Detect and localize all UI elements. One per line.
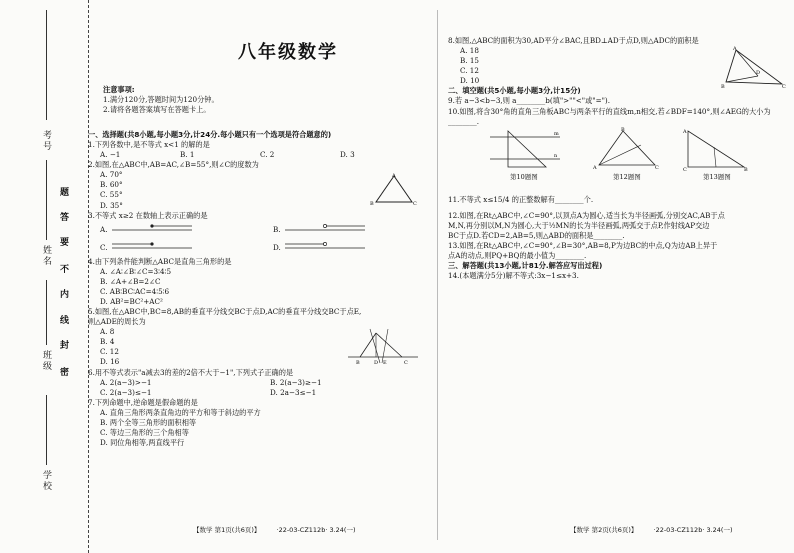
option: A. ∠A∶∠B∶∠C=3∶4∶5 [100, 266, 172, 276]
option: A. 8 [100, 327, 115, 337]
page-one [88, 0, 438, 553]
footer-code: ·22-03-CZ112b· 3.24(一) [653, 526, 733, 534]
svg-text:A: A [733, 46, 737, 52]
svg-text:n: n [554, 152, 558, 159]
page-divider [437, 10, 438, 540]
option: D. 3 [340, 150, 355, 160]
question-5 [88, 307, 438, 367]
section-heading: 二、填空题(共5小题,每小题3分,计15分) [448, 86, 581, 96]
svg-text:B: B [721, 84, 725, 90]
seal-char: 要 [60, 238, 70, 248]
svg-text:C: C [683, 166, 687, 171]
option: C. 12 [100, 347, 119, 357]
name-line [46, 160, 47, 240]
question-9: 9.若 a−3<b−3,则 a________b(填">""<"或"="). [448, 96, 610, 106]
option: A. 70° [100, 170, 123, 180]
figure-caption: 第12题图 [613, 172, 641, 181]
option: D. 16 [100, 357, 120, 367]
question-13: 13.如图,在Rt△ABC中,∠C=90°,∠B=30°,AB=8,P为边BC的中点,Q为边AB上异于 [448, 241, 718, 251]
svg-text:C: C [413, 201, 417, 208]
section-heading: 三、解答题(共13小题,计81分.解答应写出过程) [448, 261, 603, 271]
number-line-b [283, 221, 368, 237]
question-11: 11.不等式 x≤15/4 的正整数解有________个. [448, 194, 594, 204]
svg-text:B: B [744, 166, 748, 171]
page-footer-right [570, 526, 733, 535]
binding-margin [0, 0, 89, 553]
option: A. 18 [460, 46, 479, 56]
note-item: 1.满分120分,答题时间为120分钟。 [103, 95, 219, 105]
svg-text:A: A [593, 164, 597, 171]
svg-text:E: E [383, 360, 387, 367]
option: C. 2 [260, 150, 275, 160]
option: A. −1 [100, 150, 121, 160]
figure-row [448, 127, 788, 185]
svg-text:B: B [621, 126, 625, 133]
class-label: 班级 [41, 350, 51, 372]
school-label: 学校 [41, 470, 51, 492]
svg-text:A: A [392, 173, 396, 180]
figure-10 [488, 127, 563, 171]
angle-bisector-figure [718, 44, 788, 90]
question-stem: 7.下列命题中,逆命题是假命题的是 [88, 397, 198, 407]
option: D. 10 [460, 76, 480, 86]
option: A. 2(a−3)>−1 [100, 377, 152, 387]
notes [103, 85, 453, 115]
option: C. [100, 242, 108, 252]
question-13-line: 点A的动点,则PQ+BQ的最小值为________. [448, 251, 587, 261]
option: B. 两个全等三角形的面积相等 [100, 417, 197, 427]
question-4 [88, 257, 438, 307]
svg-text:A: A [683, 128, 687, 135]
figure-caption: 第10题图 [510, 172, 538, 181]
seal-char: 不 [60, 265, 70, 275]
footer-page: 【数学 第2页(共6页)】 [570, 526, 638, 534]
notes-heading: 注意事项: [103, 85, 135, 94]
seal-char: 密 [60, 368, 70, 378]
question-stem: 2.如图,在△ABC中,AB=AC,∠B=55°,则∠C的度数为 [88, 160, 259, 170]
question-stem: 则△ADE的周长为 [88, 317, 146, 327]
number-line-a [110, 221, 195, 237]
svg-text:D: D [374, 360, 379, 367]
exam-no-line [46, 10, 47, 120]
note-item: 2.请将各题答案填写在答题卡上。 [103, 105, 211, 115]
option: C. 2(a−3)≤−1 [100, 387, 152, 397]
figure-12 [593, 127, 663, 171]
option: B. 15 [460, 56, 479, 66]
school-line [46, 395, 47, 465]
footer-page: 【数学 第1页(共6页)】 [193, 526, 261, 534]
number-line-d [283, 239, 368, 255]
triangle-figure [370, 172, 420, 208]
question-stem: 5.如图,在△ABC中,BC=8,AB的垂直平分线交BC于点D,AC的垂直平分线交BC于点E, [88, 307, 362, 317]
svg-text:m: m [554, 130, 559, 137]
name-label: 姓名 [41, 245, 51, 267]
svg-text:C: C [782, 84, 786, 90]
question-stem: 8.如图,△ABC的面积为30,AD平分∠BAC,且BD⊥AD于点D,则△ADC的面积是 [448, 36, 699, 45]
footer-code: ·22-03-CZ112b· 3.24(一) [276, 526, 356, 534]
question-3 [88, 211, 438, 257]
option: B. [273, 224, 281, 234]
question-stem: 4.由下列条件能判断△ABC是直角三角形的是 [88, 256, 232, 266]
option: D. 同位角相等,两直线平行 [100, 438, 185, 448]
perpendicular-bisector-figure [346, 327, 421, 367]
option: C. 55° [100, 190, 123, 200]
option: C. 12 [460, 66, 479, 76]
svg-text:C: C [655, 164, 659, 171]
seal-char: 答 [60, 213, 70, 223]
section-choice [88, 130, 438, 448]
section-heading: 一、选择题(共8小题,每小题3分,计24分.每小题只有一个选项是符合题意的) [88, 130, 332, 139]
question-8 [448, 36, 788, 90]
question-12-line: BC于点D.若CD=2,AB=5,则△ABD的面积是________. [448, 230, 625, 240]
option: C. AB∶BC∶AC=4∶5∶6 [100, 286, 170, 296]
option: B. 2(a−3)≥−1 [270, 377, 322, 387]
question-stem: 6.用不等式表示"a减去3的差的2倍不大于−1",下列式子正确的是 [88, 367, 294, 377]
option: C. 等边三角形的三个角相等 [100, 428, 189, 438]
exam-no-label: 考号 [41, 130, 51, 152]
question-2 [88, 160, 438, 210]
question-stem: 1.下列各数中,是不等式 x<1 的解的是 [88, 140, 210, 150]
question-14: 14.(本题满分5分)解不等式:3x−1≤x+3. [448, 271, 579, 281]
seal-char: 题 [60, 188, 70, 198]
option: A. [100, 224, 108, 234]
exam-title: 八年级数学 [238, 42, 338, 63]
right-content [448, 36, 788, 281]
option: D. [273, 242, 281, 252]
page-two [440, 0, 790, 553]
option: B. 1 [180, 150, 195, 160]
svg-text:C: C [404, 360, 408, 367]
option: D. 2a−3≤−1 [270, 387, 317, 397]
seal-char: 封 [60, 341, 70, 351]
option: B. 4 [100, 337, 115, 347]
page-footer-left [193, 526, 356, 535]
question-1 [88, 140, 438, 160]
option: B. 60° [100, 180, 123, 190]
number-line-c [110, 239, 195, 255]
svg-text:B: B [370, 201, 374, 208]
question-10-blank: ________. [448, 116, 480, 126]
option: A. 直角三角形两条直角边的平方和等于斜边的平方 [100, 407, 261, 417]
svg-text:D: D [756, 70, 761, 76]
option: D. AB²=BC²+AC² [100, 297, 163, 307]
question-stem: 3.不等式 x≥2 在数轴上表示正确的是 [88, 210, 208, 220]
question-12-line: M,N,再分别以M,N为圆心,大于½MN的长为半径画弧,两弧交于点P,作射线AP交边 [448, 220, 710, 230]
seal-char: 内 [60, 290, 70, 300]
figure-caption: 第13题图 [703, 172, 731, 181]
figure-13 [680, 127, 750, 171]
question-12: 12.如图,在Rt△ABC中,∠C=90°,以顶点A为圆心,适当长为半径画弧,分别交AC,AB于点 [448, 210, 725, 220]
seal-char: 线 [60, 316, 70, 326]
svg-text:B: B [356, 360, 360, 367]
class-line [46, 280, 47, 345]
question-7 [88, 398, 438, 448]
question-10: 10.如图,将含30°角的直角三角板ABC与两条平行的直线m,n相交,若∠BDF=140°,则∠AEG的大小为 [448, 106, 771, 116]
option: B. ∠A+∠B=2∠C [100, 276, 161, 286]
option: D. 35° [100, 200, 123, 210]
question-6 [88, 368, 438, 398]
